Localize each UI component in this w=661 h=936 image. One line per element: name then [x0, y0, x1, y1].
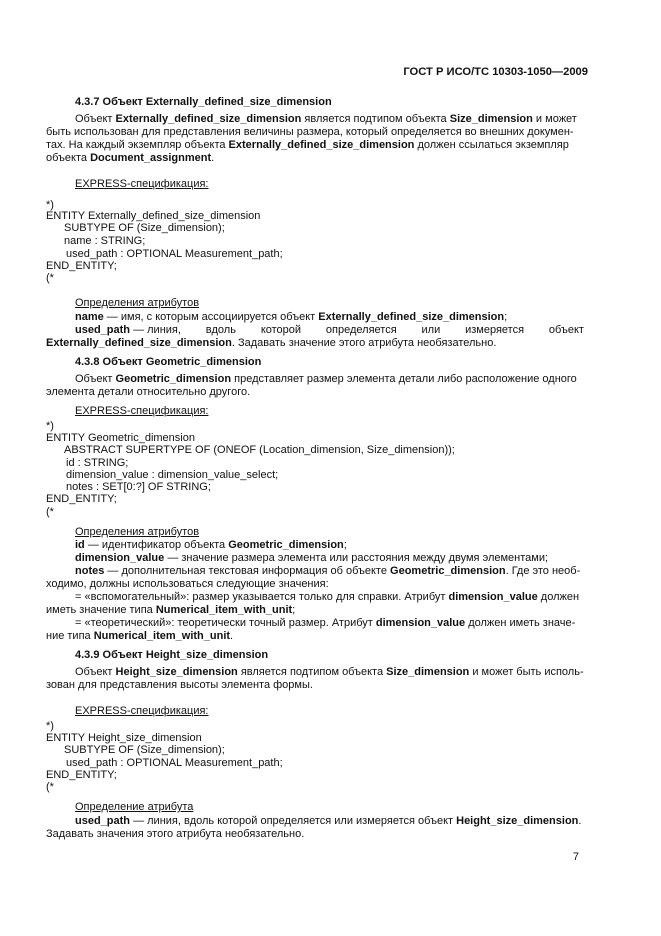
code-line: *)	[46, 199, 54, 211]
code-line: dimension_value : dimension_value_select;	[66, 469, 279, 481]
attr-definition: Задавать значения этого атрибута необязательно.	[46, 828, 305, 840]
code-line: ABSTRACT SUPERTYPE OF (ONEOF (Location_dimension, Size_dimension));	[64, 444, 455, 456]
paragraph-line: объекта Document_assignment.	[46, 152, 215, 164]
paragraph-line: Объект Height_size_dimension является подтипом объекта Size_dimension и может быть исполь-	[75, 666, 584, 678]
code-line: ENTITY Height_size_dimension	[46, 732, 202, 744]
code-line: SUBTYPE OF (Size_dimension);	[64, 222, 225, 234]
paragraph-line: Объект Geometric_dimension представляет размер элемента детали либо расположение одного	[75, 373, 577, 385]
attr-definition: Externally_defined_size_dimension. Задавать значение этого атрибута необязательно.	[46, 337, 497, 349]
code-line: END_ENTITY;	[46, 769, 117, 781]
attr-definition: notes — дополнительная текстовая информация об объекте Geometric_dimension. Где это необ-	[75, 565, 581, 577]
attr-definition: used_path — линия, вдоль которой определяется или измеряется объект	[75, 324, 584, 336]
code-line: (*	[46, 781, 54, 793]
paragraph-line: тах. На каждый экземпляр объекта Externally_defined_size_dimension должен ссылаться экземпляр	[46, 139, 569, 151]
attr-definition: id — идентификатор объекта Geometric_dimension;	[75, 539, 347, 551]
express-spec-label: EXPRESS-спецификация:	[75, 405, 209, 417]
attr-definitions-label: Определения атрибутов	[75, 526, 200, 538]
attr-definition: name — имя, с которым ассоциируется объект Externally_defined_size_dimension;	[75, 311, 508, 323]
paragraph-line: элемента детали относительно другого.	[46, 386, 251, 398]
section-heading-4-3-7: 4.3.7 Объект Externally_defined_size_dimension	[75, 96, 332, 108]
code-line: notes : SET[0:?] OF STRING;	[66, 481, 211, 493]
value-definition: ние типа Numerical_item_with_unit.	[46, 630, 234, 642]
code-line: used_path : OPTIONAL Measurement_path;	[66, 248, 283, 260]
code-line: id : STRING;	[66, 457, 129, 469]
code-line: ENTITY Geometric_dimension	[46, 432, 195, 444]
code-line: END_ENTITY;	[46, 493, 117, 505]
code-line: name : STRING;	[64, 235, 146, 247]
section-heading-4-3-9: 4.3.9 Объект Height_size_dimension	[75, 649, 269, 661]
value-definition: = «теоретический»: теоретически точный размер. Атрибут dimension_value должен иметь значе-	[75, 617, 576, 629]
section-heading-4-3-8: 4.3.8 Объект Geometric_dimension	[75, 356, 262, 368]
paragraph-line: быть использован для представления величины размера, который определяется во внешних докумен-	[46, 126, 574, 138]
attr-definition: dimension_value — значение размера элемента или расстояния между двумя элементами;	[75, 552, 549, 564]
express-spec-label: EXPRESS-спецификация:	[75, 178, 209, 190]
attr-definition: used_path — линия, вдоль которой определяется или измеряется объект Height_size_dimension.	[75, 815, 582, 827]
attr-definitions-label: Определения атрибутов	[75, 297, 200, 309]
document-header: ГОСТ Р ИСО/ТС 10303-1050—2009	[403, 66, 588, 78]
value-definition: = «вспомогательный»: размер указывается только для справки. Атрибут dimension_value должен	[75, 591, 580, 603]
paragraph-line: зован для представления высоты элемента формы.	[46, 679, 313, 691]
code-line: SUBTYPE OF (Size_dimension);	[64, 744, 225, 756]
attr-definitions-label: Определение атрибута	[75, 801, 194, 813]
code-line: *)	[46, 720, 54, 732]
code-line: (*	[46, 272, 54, 284]
page-number: 7	[572, 851, 579, 863]
code-line: END_ENTITY;	[46, 260, 117, 272]
express-spec-label: EXPRESS-спецификация:	[75, 705, 209, 717]
value-definition: иметь значение типа Numerical_item_with_unit;	[46, 604, 296, 616]
attr-definition: ходимо, должны использоваться следующие значения:	[46, 578, 329, 590]
paragraph-line: Объект Externally_defined_size_dimension является подтипом объекта Size_dimension и может	[75, 113, 577, 125]
code-line: used_path : OPTIONAL Measurement_path;	[66, 757, 283, 769]
code-line: *)	[46, 420, 54, 432]
code-line: (*	[46, 506, 54, 518]
code-line: ENTITY Externally_defined_size_dimension	[46, 210, 261, 222]
